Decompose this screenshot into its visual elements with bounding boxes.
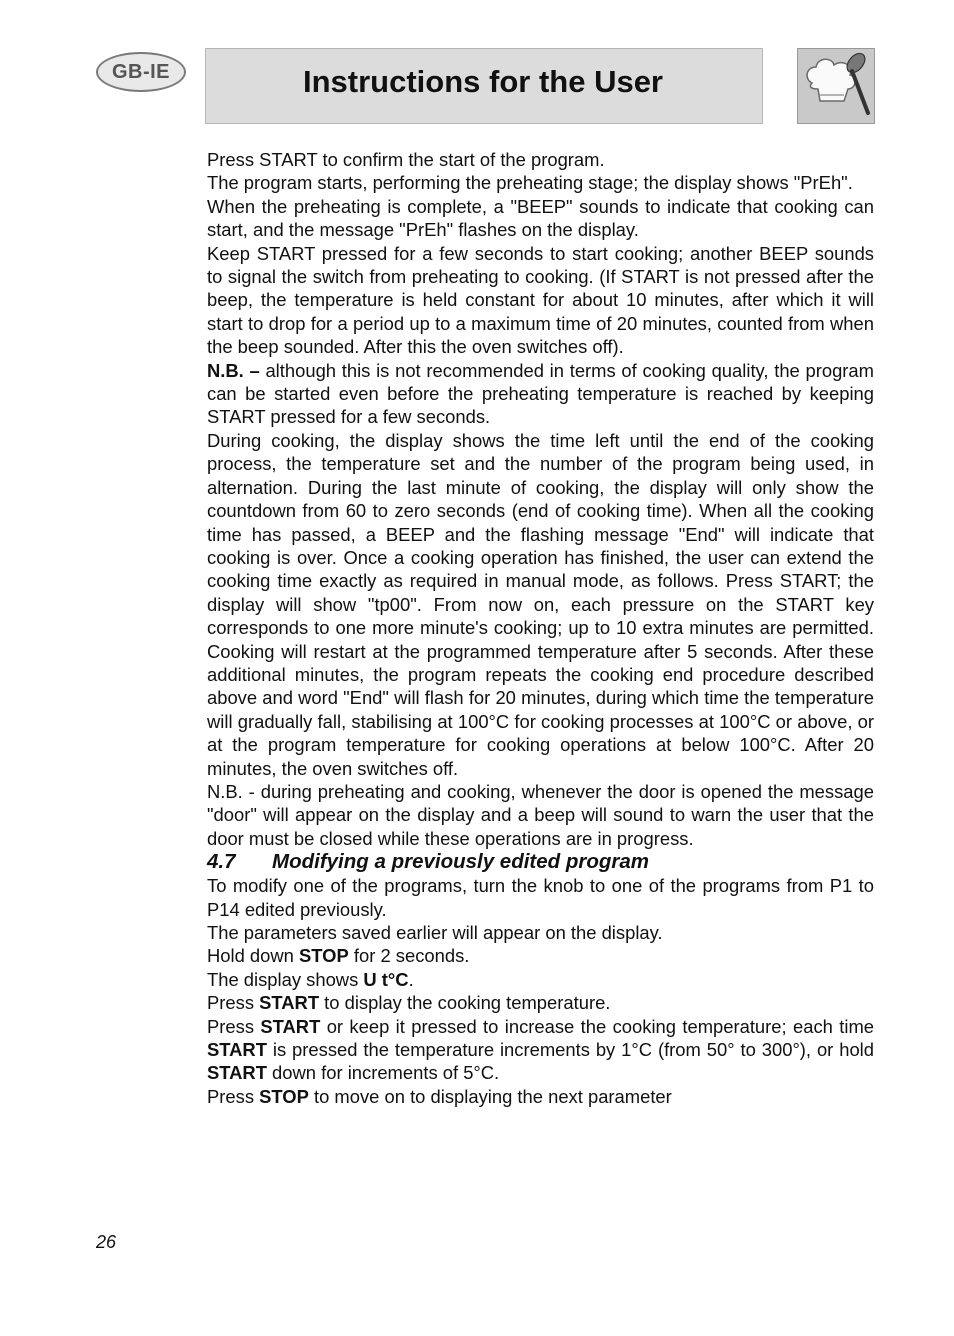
paragraph: The parameters saved earlier will appear on the display. [207,922,663,943]
instruction-line [207,968,874,991]
paragraph: Press START to confirm the start of the program. [207,149,605,170]
instruction-line [207,1015,874,1085]
key-stop: STOP [299,945,349,967]
key-start: START [259,992,320,1014]
text-run: is pressed the temperature increments by 1°C (from 50° to 300°), or hold [266,1039,874,1061]
instruction-line [207,944,874,967]
key-start: START [207,1039,267,1061]
instruction-line [207,1085,874,1108]
section-heading [207,850,874,874]
page-number: 26 [96,1232,117,1252]
text-run: Hold down [207,945,300,967]
key-start: START [207,1062,267,1084]
text-run: . [408,968,414,990]
chef-hat-spoon-icon [797,48,875,124]
text-run: to move on to displaying the next parameter [308,1085,672,1107]
paragraph: The program starts, performing the preheating stage; the display shows "PrEh". [207,172,853,194]
text-run: for 2 seconds. [348,945,470,967]
text-run: or keep it pressed to increase the cooking temperature; each time [320,1015,874,1037]
header-bar [205,48,763,124]
paragraph: Keep START pressed for a few seconds to start cooking; another BEEP sounds to signal the switch from preheating to cooking. (If START is not pressed after the beep, the temperature is held constant for about 10 minutes, after which it will start to drop for a period up to a maximum time of 20 minutes, counted from when the beep sounded. After this the oven switches off). [207,242,874,358]
paragraph: N.B. - during preheating and cooking, whenever the door is opened the message "door" will appear on the display and a beep will sound to warn the user that the door must be closed while these operations are in progress. [207,780,874,849]
section-title: Modifying a previously edited program [272,850,650,874]
key-stop: STOP [259,1085,309,1107]
display-code: U t°C [363,968,409,990]
instruction-line [207,991,874,1014]
text-run: Press [207,1015,261,1037]
nb-text: although this is not recommended in terms of cooking quality, the program can be started even before the preheating temperature is reached by keeping START pressed for a few seconds. [207,359,874,428]
page-title: Instructions for the User [303,64,663,99]
text-run: down for increments of 5°C. [266,1062,500,1084]
body-text [207,148,874,1108]
paragraph: To modify one of the programs, turn the knob to one of the programs from P1 to P14 edited previously. [207,875,874,920]
nb-note [207,359,874,429]
text-run: The display shows [207,968,364,990]
region-badge: GB-IE [96,52,186,92]
text-run: Press [207,1085,260,1107]
paragraph: When the preheating is complete, a "BEEP" sounds to indicate that cooking can start, and the message "PrEh" flashes on the display. [207,195,874,241]
key-start: START [260,1015,321,1037]
nb-lead: N.B. – [207,359,260,381]
text-run: Press [207,992,260,1014]
text-run: to display the cooking temperature. [319,992,611,1014]
paragraph: During cooking, the display shows the time left until the end of the cooking process, the temperature set and the number of the program being used, in alternation. During the last minute of cooking, the display will only show the countdown from 60 to zero seconds (end of cooking time). When all the cooking time has passed, a BEEP and the flashing message "End" will indicate that cooking is over. Once a cooking operation has finished, the user can extend the cooking time exactly as required in manual mode, as follows. Press START; the display will show "tp00". From now on, each pressure on the START key corresponds to one more minute's cooking; up to 10 extra minutes are permitted. Cooking will restart at the programmed temperature after 5 seconds. After these additional minutes, the program repeats the cooking end procedure described above and word "End" will flash for 20 minutes, during which time the temperature will gradually fall, stabilising at 100°C for cooking processes at 100°C or above, or at the program temperature for cooking operations at below 100°C. After 20 minutes, the oven switches off. [207,429,874,779]
section-number: 4.7 [207,850,236,874]
